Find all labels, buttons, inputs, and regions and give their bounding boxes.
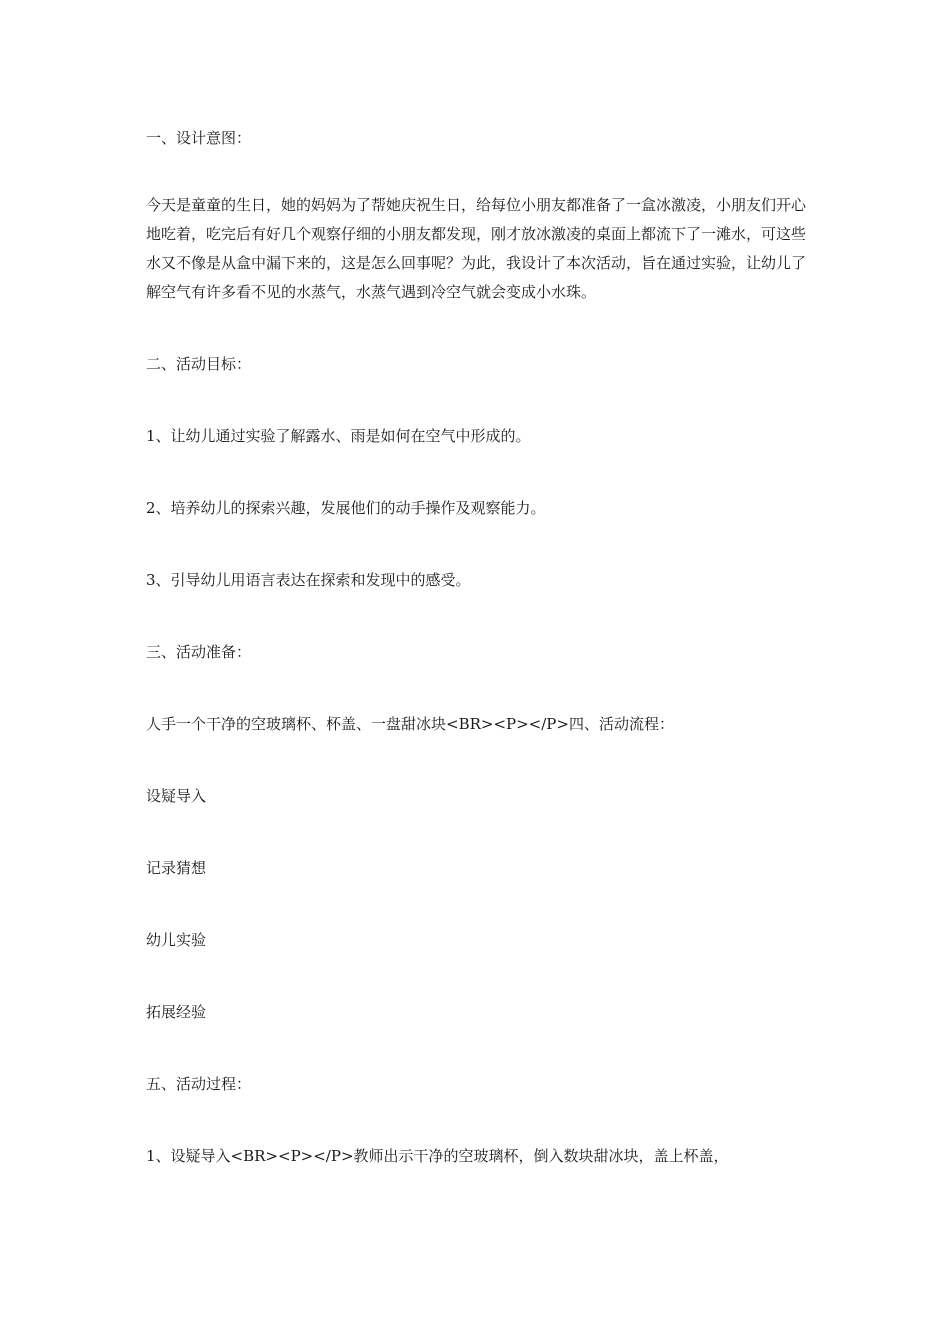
paragraph-design-intent: 今天是童童的生日，她的妈妈为了帮她庆祝生日，给每位小朋友都准备了一盒冰激凌，小朋友们开心地吃着，吃完后有好几个观察仔细的小朋友都发现，刚才放冰激凌的桌面上都流下了一滩水，可这些水又不像是从盒中漏下来的，这是怎么回事呢？为此，我设计了本次活动，旨在通过实验，让幼儿了解空气有许多看不见的水蒸气，水蒸气遇到冷空气就会变成小水珠。 (146, 196, 807, 301)
goal-item-1: 1、让幼儿通过实验了解露水、雨是如何在空气中形成的。 (146, 427, 531, 445)
flow-step-3: 幼儿实验 (146, 931, 207, 949)
section-heading-activity-goals: 二、活动目标： (146, 355, 252, 373)
goal-item-3: 3、引导幼儿用语言表达在探索和发现中的感受。 (146, 571, 471, 589)
section-heading-design-intent: 一、设计意图： (146, 129, 252, 147)
flow-step-1: 设疑导入 (146, 787, 207, 805)
goal-item-2: 2、培养幼儿的探索兴趣，发展他们的动手操作及观察能力。 (146, 499, 546, 517)
preparation-text: 人手一个干净的空玻璃杯、杯盖、一盘甜冰块<BR><P></P>四、活动流程： (146, 715, 674, 733)
flow-step-2: 记录猜想 (146, 859, 207, 877)
process-step-1-text: 1、设疑导入<BR><P></P>教师出示干净的空玻璃杯，倒入数块甜冰块，盖上杯盖， (146, 1147, 729, 1165)
section-heading-activity-process: 五、活动过程： (146, 1075, 252, 1093)
document-body (146, 124, 806, 1214)
section-heading-activity-preparation: 三、活动准备： (146, 643, 252, 661)
flow-step-4: 拓展经验 (146, 1003, 207, 1021)
